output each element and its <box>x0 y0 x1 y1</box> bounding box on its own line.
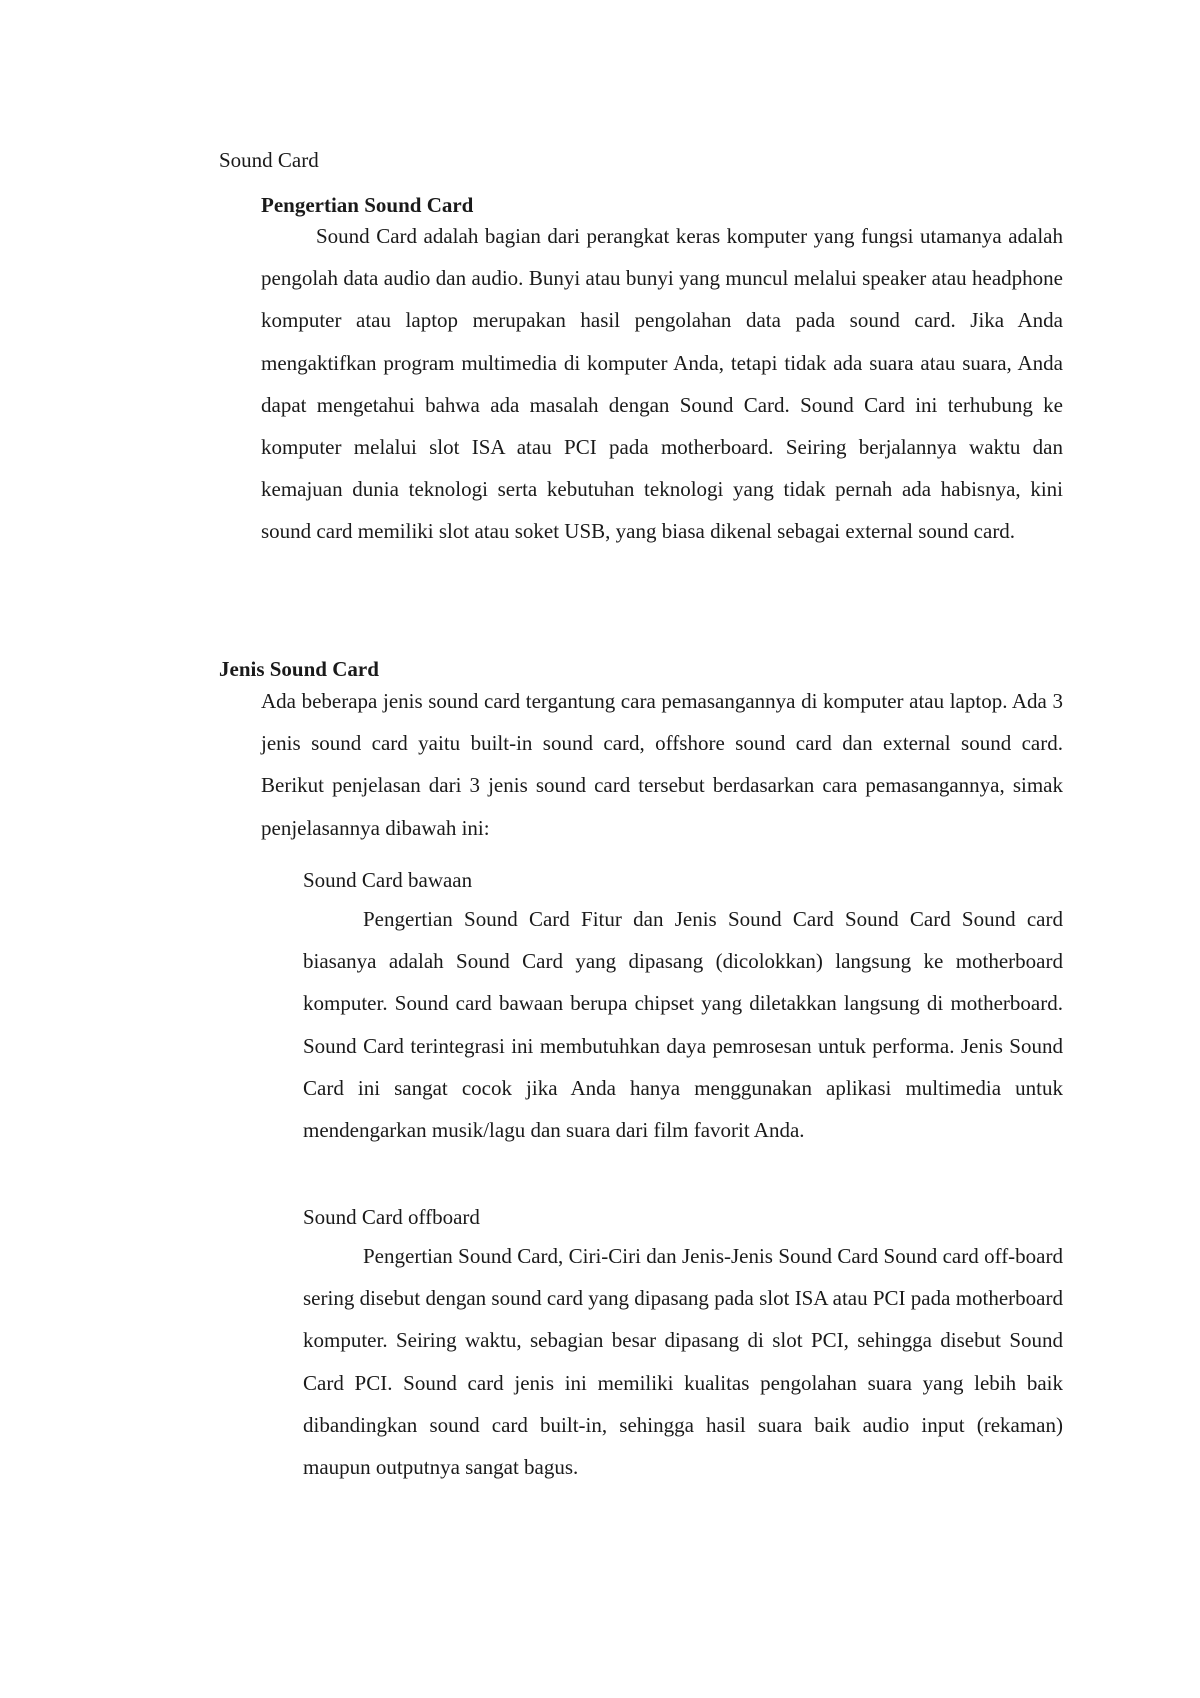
subsection-heading-bawaan: Sound Card bawaan <box>303 868 473 892</box>
section-paragraph-pengertian: Sound Card adalah bagian dari perangkat keras komputer yang fungsi utamanya adalah pengolah data audio dan audio. Bunyi atau bunyi yang muncul melalui speaker atau headphone komputer atau laptop merupakan hasil pengolahan data pada sound card. Jika Anda mengaktifkan program multimedia di komputer Anda, tetapi tidak ada suara atau suara, Anda dapat mengetahui bahwa ada masalah dengan Sound Card. Sound Card ini terhubung ke komputer melalui slot ISA atau PCI pada motherboard. Seiring berjalannya waktu dan kemajuan dunia teknologi serta kebutuhan teknologi yang tidak pernah ada habisnya, kini sound card memiliki slot atau soket USB, yang biasa dikenal sebagai external sound card. <box>261 224 1063 544</box>
section-heading-pengertian: Pengertian Sound Card <box>261 193 474 217</box>
section-paragraph-jenis: Ada beberapa jenis sound card tergantung cara pemasangannya di komputer atau laptop. Ada 3 jenis sound card yaitu built-in sound card, offshore sound card dan external sound card. Berikut penjelasan dari 3 jenis sound card tersebut berdasarkan cara pemasangannya, simak penjelasannya dibawah ini: <box>261 689 1063 840</box>
section-heading-jenis: Jenis Sound Card <box>219 657 379 681</box>
subsection-heading-offboard: Sound Card offboard <box>303 1205 480 1229</box>
subsection-paragraph-offboard: Pengertian Sound Card, Ciri-Ciri dan Jenis-Jenis Sound Card Sound card off-board sering disebut dengan sound card yang dipasang pada slot ISA atau PCI pada motherboard komputer. Seiring waktu, sebagian besar dipasang di slot PCI, sehingga disebut Sound Card PCI. Sound card jenis ini memiliki kualitas pengolahan suara yang lebih baik dibandingkan sound card built-in, sehingga hasil suara baik audio input (rekaman) maupun outputnya sangat bagus. <box>303 1244 1063 1480</box>
document-title: Sound Card <box>219 148 319 172</box>
subsection-paragraph-bawaan: Pengertian Sound Card Fitur dan Jenis Sound Card Sound Card Sound card biasanya adalah Sound Card yang dipasang (dicolokkan) langsung ke motherboard komputer. Sound card bawaan berupa chipset yang diletakkan langsung di motherboard. Sound Card terintegrasi ini membutuhkan daya pemrosesan untuk performa. Jenis Sound Card ini sangat cocok jika Anda hanya menggunakan aplikasi multimedia untuk mendengarkan musik/lagu dan suara dari film favorit Anda. <box>303 907 1063 1143</box>
